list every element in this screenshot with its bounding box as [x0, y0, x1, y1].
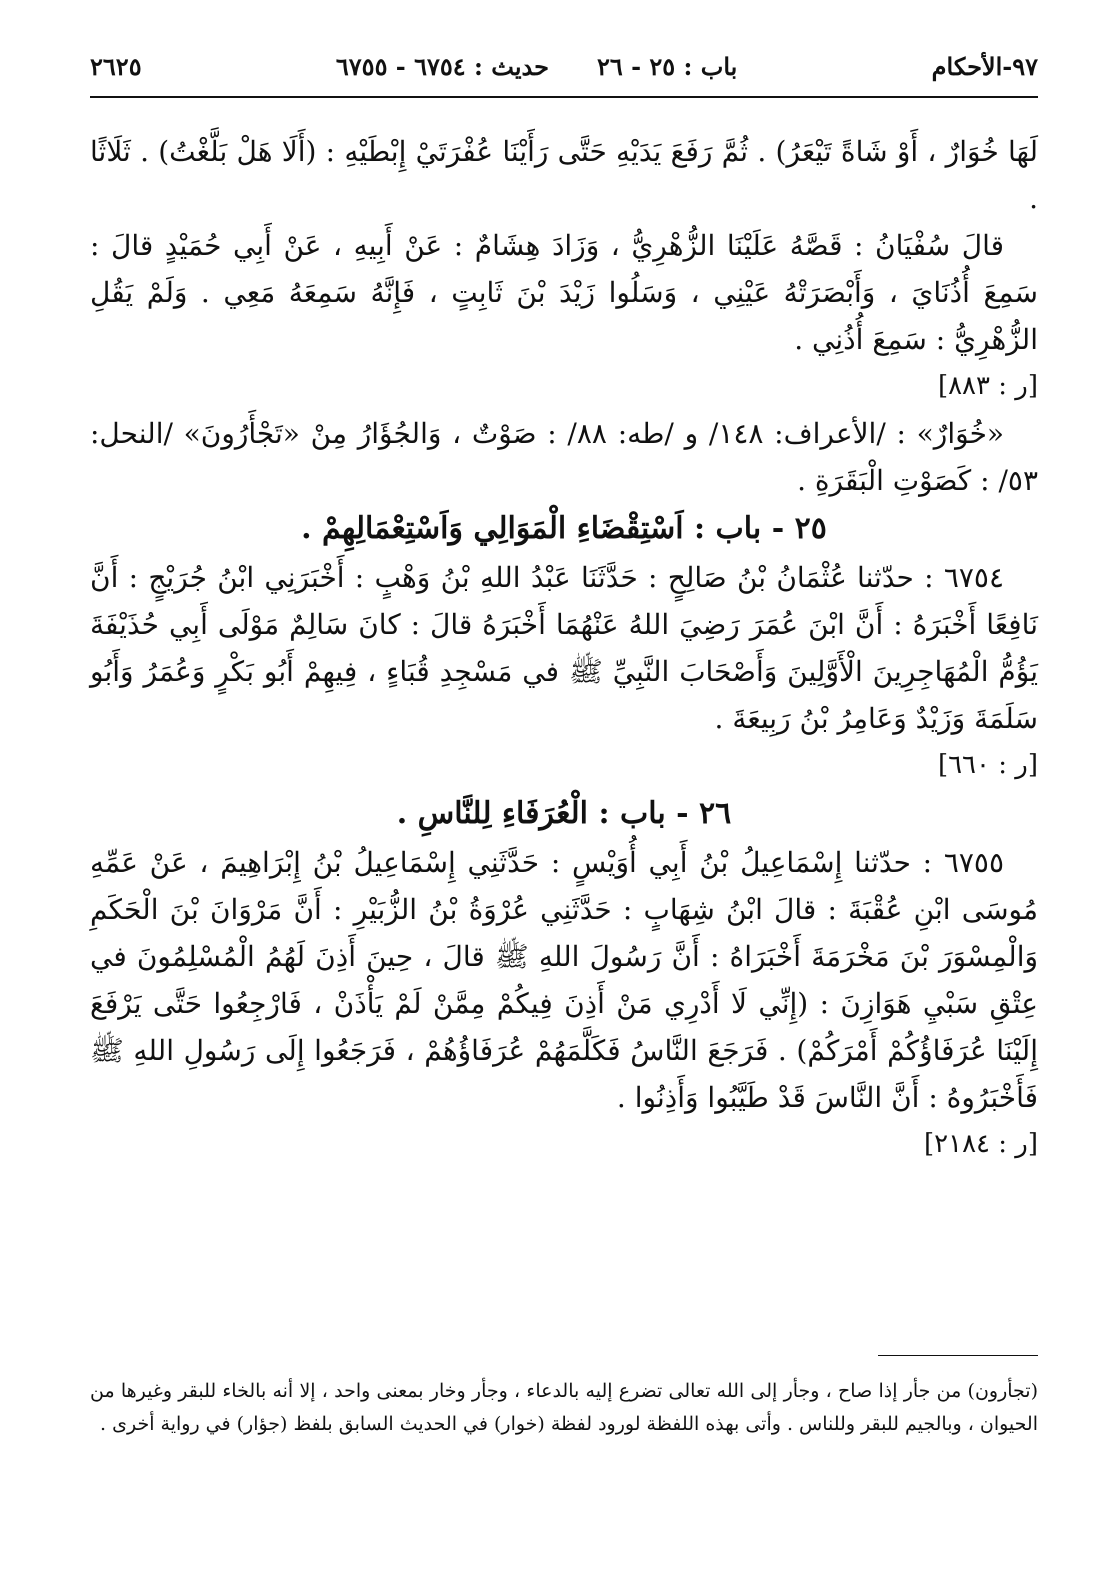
cross-reference: [ر : ٨٨٣] [937, 371, 1038, 401]
main-text [90, 128, 1038, 1168]
running-header [90, 52, 1038, 92]
page-number: ٢٦٢٥ [90, 52, 142, 81]
footnote-area [90, 1355, 1038, 1460]
footnote-divider [878, 1355, 1038, 1356]
chapter-heading-26: ٢٦ - باب : الْعُرَفَاءِ لِلنَّاسِ . [396, 796, 732, 831]
header-refs [336, 52, 737, 81]
cross-reference: [ر : ٦٦٠] [937, 750, 1038, 780]
bab-range: باب : ٢٥ - ٢٦ [596, 52, 738, 81]
chapter-heading-25: ٢٥ - باب : اَسْتِقْضَاءِ الْمَوَالِي وَاَسْتِعْمَالِهِمْ . [301, 511, 827, 546]
paragraph: قالَ سُفْيَانُ : قَصَّهُ عَلَيْنَا الزُّهْرِيُّ ، وَزَادَ هِشَامٌ : عَنْ أَبِيهِ ، عَنْ أَبِي حُمَيْدٍ قالَ : سَمِعَ أُذُنَايَ ، وَأَبْصَرَتْهُ عَيْنِي ، وَسَلُوا زَيْدَ بْنَ ثَابِتٍ ، فَإِنَّهُ سَمِعَهُ مَعِي . وَلَمْ يَقُلِ الزُّهْرِيُّ : سَمِعَ أُذُنِي . [90, 229, 1038, 356]
paragraph: لَهَا خُوَارٌ ، أَوْ شَاةً تَيْعَرُ) . ثُمَّ رَفَعَ يَدَيْهِ حَتَّى رَأَيْنَا عُفْرَتَيْ إِبْطَيْهِ : (أَلَا هَلْ بَلَّغْتُ) . ثَلَاثًا . [90, 135, 1038, 215]
page [90, 52, 1038, 1168]
hadith-6754: ٦٧٥٤ : حدّثنا عُثْمَانُ بْنُ صَالِحٍ : حَدَّثَنَا عَبْدُ اللهِ بْنُ وَهْبٍ : أَخْبَرَنِي ابْنُ جُرَيْجٍ : أَنَّ نَافِعًا أَخْبَرَهُ : أَنَّ ابْنَ عُمَرَ رَضِيَ اللهُ عَنْهُمَا أَخْبَرَهُ قالَ : كانَ سَالِمٌ مَوْلَى أَبِي حُذَيْفَةَ يَؤُمُّ الْمُهَاجِرِينَ الْأَوَّلِينَ وَأَصْحَابَ النَّبِيِّ ﷺ في مَسْجِدِ قُبَاءٍ ، فِيهِمْ أَبُو بَكْرٍ وَعُمَرُ وَأَبُو سَلَمَةَ وَزَيْدٌ وَعَامِرُ بْنُ رَبِيعَةَ . [90, 561, 1038, 735]
hadith-6755: ٦٧٥٥ : حدّثنا إِسْمَاعِيلُ بْنُ أَبِي أُوَيْسٍ : حَدَّثَنِي إِسْمَاعِيلُ بْنُ إِبْرَاهِيمَ ، عَنْ عَمِّهِ مُوسَى ابْنِ عُقْبَةَ : قالَ ابْنُ شِهَابٍ : حَدَّثَنِي عُرْوَةُ بْنُ الزُّبَيْرِ : أَنَّ مَرْوَانَ بْنَ الْحَكَمِ وَالْمِسْوَرَ بْنَ مَخْرَمَةَ أَخْبَرَاهُ : أَنَّ رَسُولَ اللهِ ﷺ قالَ ، حِينَ أَذِنَ لَهُمُ الْمُسْلِمُونَ في عِتْقِ سَبْيِ هَوَازِنَ : (إِنِّي لَا أَدْرِي مَنْ أَذِنَ فِيكُمْ مِمَّنْ لَمْ يَأْذَنْ ، فَارْجِعُوا حَتَّى يَرْفَعَ إِلَيْنَا عُرَفَاؤُكُمْ أَمْرَكُمْ) . فَرَجَعَ النَّاسُ فَكَلَّمَهُمْ عُرَفَاؤُهُمْ ، فَرَجَعُوا إِلَى رَسُولِ اللهِ ﷺ فَأَخْبَرُوهُ : أَنَّ النَّاسَ قَدْ طَيَّبُوا وَأَذِنُوا . [90, 846, 1038, 1114]
cross-reference: [ر : ٢١٨٤] [923, 1129, 1038, 1159]
chapter-title: ٩٧-الأحكام [931, 52, 1038, 81]
header-divider [90, 96, 1038, 98]
footnote: (تجأرون) من جأر إذا صاح ، وجأر إلى الله تعالى تضرع إليه بالدعاء ، وجأر وخار بمعنى واحد ، إلا أنه بالخاء للبقر وغيرها من الحيوان ، وبالجيم للبقر وللناس . وأتى بهذه اللفظة لورود لفظة (خوار) في الحديث السابق بلفظ (جؤار) في رواية أخرى . [90, 1380, 1038, 1435]
paragraph: «خُوَارٌ» : /الأعراف: ١٤٨/ و /طه: ٨٨/ : صَوْتٌ ، وَالجُؤَارُ مِنْ «تَجْأَرُونَ» /النحل: ٥٣/ : كَصَوْتِ الْبَقَرَةِ . [90, 417, 1038, 497]
hadith-range: حديث : ٦٧٥٤ - ٦٧٥٥ [335, 52, 549, 81]
